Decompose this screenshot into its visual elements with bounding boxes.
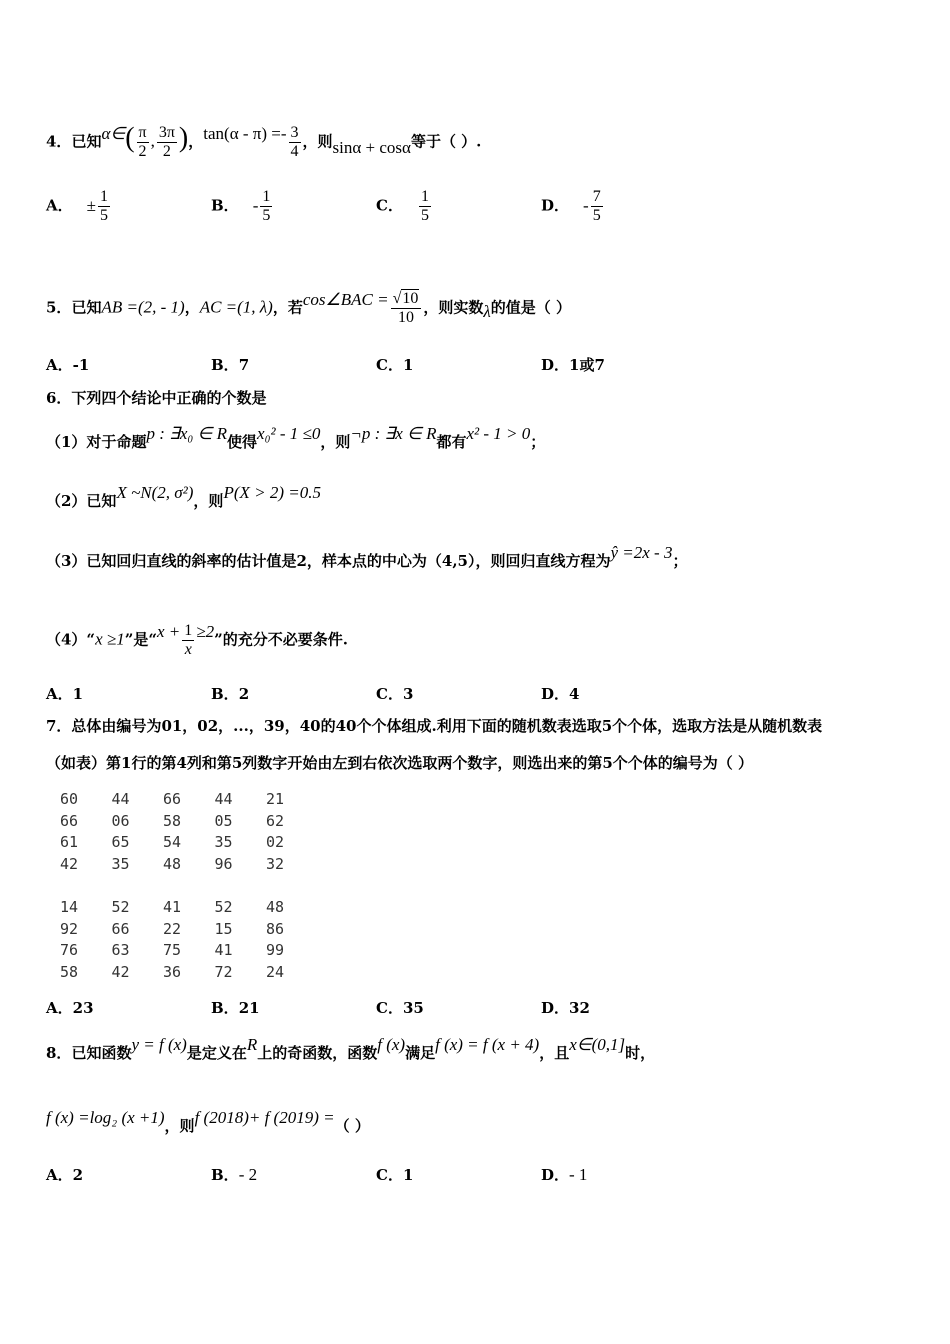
table-row: 58 42 36 72 24 [60,962,285,981]
q5-option-c[interactable]: C．1 [376,356,414,374]
q4-text-2: ， [188,132,204,151]
question-5-stem [46,290,571,327]
q8-math-5: x∈(0,1] [569,1035,626,1054]
question-8-stem-2: f (x) =log₂ (x +1)，则f (2018)+ f (2019) =（ ） [46,1108,370,1135]
q6-option-d[interactable]: D．4 [541,685,580,703]
q6-option-c[interactable]: C．3 [376,685,414,703]
q4-interval-a: $\frac{\pi}{2}$ [138,124,147,160]
question-4-stem: 4．已知α∈( $\frac{\pi}{2}$ , $\frac{3\pi}{2}$ )，tan(α - π) =- $\frac{3}{4}$ ，则sinα + cosα等于（ ）. [46,122,482,160]
q4-option-c[interactable]: C． $\frac{1}{5}$ [376,188,429,224]
q5-vector-ab: AB =(2, - 1) [101,297,185,317]
q4-sin-cos-expr: sinα + cosα [332,137,411,157]
q5-text-4: ，则实数 [423,298,484,317]
q8-math-4: f (x) = f (x + 4) [435,1035,540,1054]
q8-option-a[interactable]: A．2 [46,1166,84,1184]
table-row: 61 65 54 35 02 [60,833,285,851]
table-row: 14 52 41 52 48 [60,898,285,916]
q8-math-3: f (x) [377,1035,406,1054]
q6-option-b[interactable]: B．2 [211,685,250,703]
q7-option-b[interactable]: B．21 [211,999,260,1017]
q5-vector-ac: AC =(1, λ) [199,297,273,317]
q6-s4-frac: $\frac{1}{x}$ [184,622,193,658]
q6-s2-math-2: P(X > 2) =0.5 [223,483,321,502]
q5-option-b[interactable]: B．7 [211,356,250,374]
q6-s1-math-4: x² - 1 > 0 [466,424,531,443]
q7-option-a[interactable]: A．23 [46,999,94,1017]
q6-s3-math: ŷ =2x - 3 [610,543,673,562]
q4-text-3: ，则 [302,132,333,151]
q6-s4-math-2b: ≥2 [196,621,215,641]
q8-option-d[interactable]: D．- 1 [541,1165,588,1184]
random-number-table-block-2 [60,897,318,983]
q7-option-c[interactable]: C．35 [376,999,424,1017]
q4-tan-expr: tan(α - π) =- [203,123,287,143]
q6-s1-math-2: x₀² - 1 ≤0 [257,424,321,443]
q7-line-1: 7．总体由编号为01，02，...，39，40的40个个体组成.利用下面的随机数表选取5个个体，选取方法是从随机数表 [46,717,823,735]
q5-text-5: 的值是（ ） [490,298,571,317]
q4-interval-b: $\frac{3\pi}{2}$ [158,124,175,160]
q6-statement-4: （4）“x ≥1”是“x + $\frac{1}{x}$ ≥2”的充分不必要条件. [46,621,348,658]
q7-line-2: （如表）第1行的第4列和第5列数字开始由左到右依次选取两个数字，则选出来的第5个个体的编号为（ ） [46,754,753,772]
q5-cos-frac: $\frac{√10}{10}$ [391,290,422,327]
q6-s4-math-2a: x + [156,621,181,641]
q6-option-a[interactable]: A．1 [46,685,84,703]
q5-text-2: ， [184,298,200,317]
q4-option-d[interactable]: D． - $\frac{7}{5}$ [541,188,601,224]
table-row: 60 44 66 44 21 [60,790,285,808]
q7-option-d[interactable]: D．32 [541,999,590,1017]
random-number-table-block-1 [60,789,318,875]
q4-option-b[interactable]: B． - $\frac{1}{5}$ [211,188,271,224]
q4-alpha-in: α∈ [101,123,126,143]
question-8-stem-1: 8．已知函数y = f (x)是定义在R上的奇函数，函数f (x)满足f (x) = f (x + 4)，且x∈(0,1]时， [46,1035,656,1062]
table-row: 92 66 22 15 86 [60,919,285,938]
q6-statement-3: （3）已知回归直线的斜率的估计值是2，样本点的中心为（4,5），则回归直线方程为ŷ =2x - 3； [46,543,688,570]
table-row: 66 06 58 05 62 [60,811,285,830]
q6-statement-2: （2）已知X ~N(2, σ²)，则P(X > 2) =0.5 [46,483,321,510]
q4-tan-frac: $\frac{3}{4}$ [290,124,299,160]
q4-text-4: 等于（ ）. [410,132,482,151]
q5-text-1: 已知 [71,298,102,317]
q4-paren-close: ) [178,122,189,154]
q8-math-7: f (2018)+ f (2019) = [194,1108,335,1127]
q8-math-6: f (x) =log₂ (x +1) [46,1108,165,1127]
q8-option-b[interactable]: B．- 2 [211,1165,258,1184]
q8-option-c[interactable]: C．1 [376,1166,414,1184]
q4-paren-open: ( [125,122,135,154]
q8-math-1: y = f (x) [131,1035,187,1054]
q5-option-d[interactable]: D．1或7 [541,356,605,374]
question-6-title: 6．下列四个结论中正确的个数是 [46,389,267,407]
q6-s2-math-1: X ~N(2, σ²) [116,483,194,502]
q6-statement-1: （1）对于命题p : ∃x₀ ∈ R使得x₀² - 1 ≤0，则¬p : ∃x ∈ R都有x² - 1 > 0； [46,424,546,451]
q6-s4-math-1: x ≥1 [95,629,125,649]
q5-option-a[interactable]: A．-1 [46,356,90,374]
q5-number: 5． [46,298,72,317]
table-row: 42 35 48 96 32 [60,854,285,873]
q5-cos-expr: cos∠BAC = [302,289,389,309]
q5-text-3: ，若 [272,298,303,317]
q4-text-1: 已知 [71,132,102,151]
q5-lambda: λ [483,301,491,321]
q8-math-2: R [246,1035,258,1054]
q6-s1-math-3: ¬p : ∃x ∈ R [350,424,437,443]
table-row: 76 63 75 41 99 [60,941,285,959]
q4-number: 4． [46,132,72,151]
q6-s1-math-1: p : ∃x₀ ∈ R [146,424,228,443]
q4-option-a[interactable]: A． ± $\frac{1}{5}$ [46,188,108,224]
